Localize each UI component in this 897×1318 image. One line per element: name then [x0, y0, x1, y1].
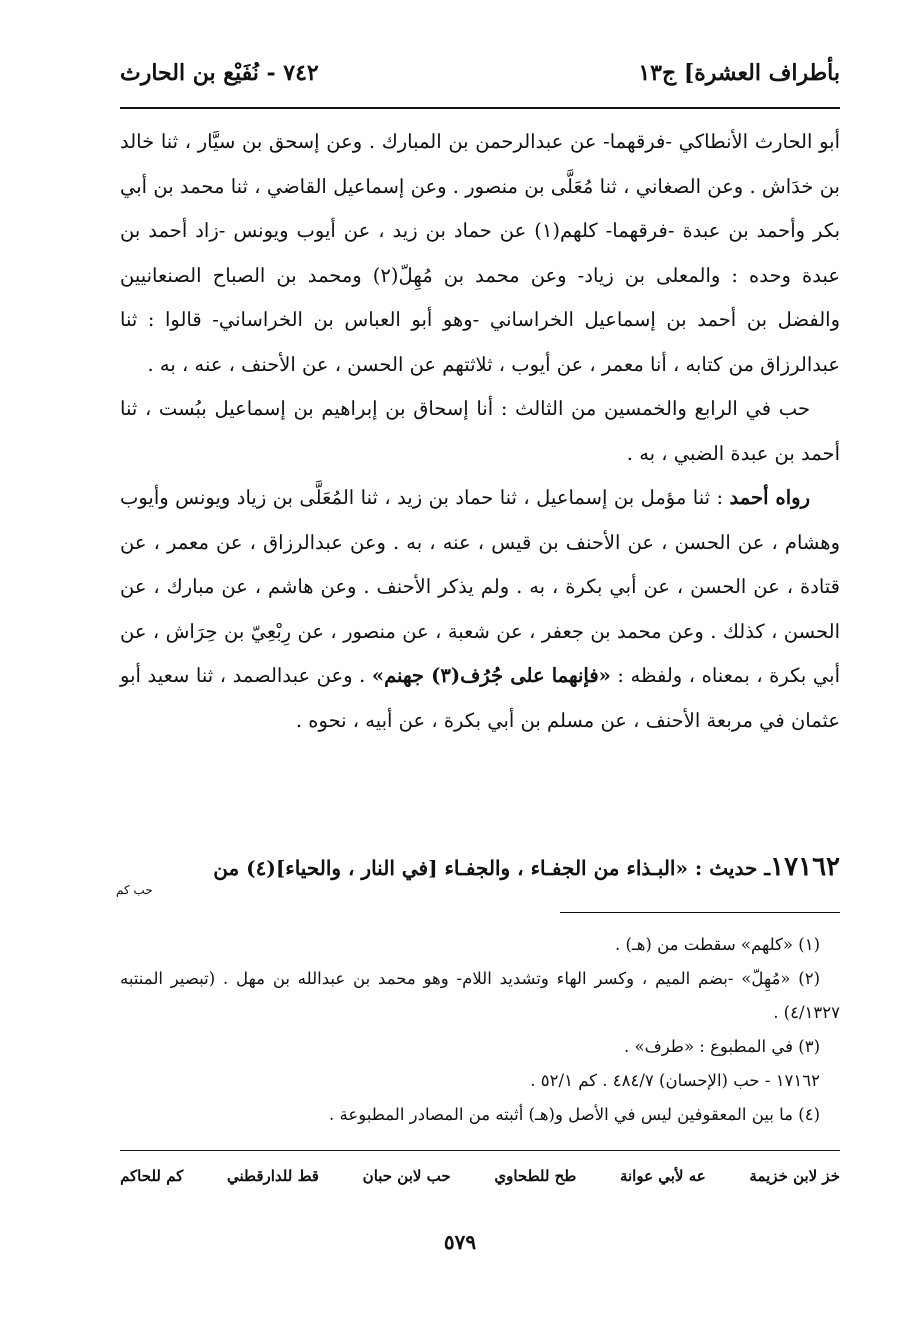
running-header: [120, 52, 840, 102]
source-marker: حب كم: [116, 883, 153, 897]
paragraph-3-lead: رواه أحمد: [729, 486, 810, 509]
header-volume-title: بأطراف العشرة] ج١٣: [638, 60, 840, 86]
page-number: ٥٧٩: [443, 1230, 477, 1254]
abbreviation-key: [120, 1162, 840, 1190]
paragraph-2: حب في الرابع والخمسين من الثالث : أنا إسحاق بن إبراهيم بن إسماعيل ببُست ، ثنا أحمد بن عبدة الضبي ، به .: [120, 397, 840, 465]
hadith-number: ١٧١٦٢: [770, 852, 840, 882]
footnote-4: ١٧١٦٢ - حب (الإحسان) ٤٨٤/٧ . كم ٥٢/١ .: [530, 1071, 820, 1090]
footnote-2: (٢) «مُهِلّ» -بضم الميم ، وكسر الهاء وتشديد اللام- وهو محمد بن عبدالله بن مهل . (تبصير المنتبه ٤/١٣٢٧) .: [120, 969, 840, 1022]
footnote-1: (١) «كلهم» سقطت من (هـ) .: [614, 935, 820, 954]
paragraph-1: أبو الحارث الأنطاكي -فرقهما- عن عبدالرحمن بن المبارك . وعن إسحق بن سيَّار ، ثنا خالد بن خدَاش . وعن الصغاني ، ثنا مُعَلَّى بن منصور . وعن إسماعيل القاضي ، ثنا محمد بن أبي بكر وأحمد بن عبدة -فرقهما- كلهم(١) عن حماد بن زيد ، عن أيوب ويونس -زاد أحمد بن عبدة وحده : والمعلى بن زياد- وعن محمد بن مُهِلّ(٢) ومحمد بن الصباح الصنعانيين والفضل بن أحمد بن إسماعيل الخراساني -وهو أبو العباس بن الخراساني- قالوا : ثنا عبدالرزاق من كتابه ، أنا معمر ، عن أيوب ، ثلاثتهم عن الحسن ، عن الأحنف ، عنه ، به .: [120, 130, 841, 376]
abbrev-item: طح للطحاوي: [494, 1167, 577, 1185]
hadith-entry: [120, 848, 840, 887]
abbrev-item: قط للدارقطني: [227, 1167, 319, 1185]
header-chapter-title: ٧٤٢ - نُفَيْع بن الحارث: [120, 60, 319, 86]
hadith-entry-text: ـ حديث : «البـذاء من الجفـاء ، والجفـاء [في النار ، والحياء](٤) من: [213, 856, 771, 880]
main-text: [120, 120, 840, 743]
paragraph-3-part-a: : ثنا مؤمل بن إسماعيل ، ثنا حماد بن زيد ، ثنا المُعَلَّى بن زياد ويونس وأيوب وهشام ، عن الحسن ، عن الأحنف بن قيس ، عنه ، به . وعن عبدالرزاق ، عن معمر ، عن قتادة ، عن الحسن ، عن أبي بكرة ، به . ولم يذكر الأحنف . وعن هاشم ، عن مبارك ، عن الحسن ، كذلك . وعن محمد بن جعفر ، عن شعبة ، عن منصور ، عن رِبْعِيّ بن حِرَاش ، عن أبي بكرة ، بمعناه ، ولفظه :: [120, 486, 840, 687]
abbreviation-divider: [120, 1150, 840, 1151]
abbrev-item: حب لابن حبان: [362, 1167, 451, 1185]
header-divider: [120, 107, 840, 109]
paragraph-3-part-b: . وعن عبدالصمد ، ثنا سعيد أبو عثمان في مربعة الأحنف ، عن مسلم بن أبي بكرة ، عن أبيه ، نحوه .: [120, 664, 840, 732]
footnote-5: (٤) ما بين المعقوفين ليس في الأصل و(هـ) أثبته من المصادر المطبوعة .: [329, 1105, 820, 1124]
abbrev-item: خز لابن خزيمة: [749, 1167, 840, 1185]
abbrev-item: كم للحاكم: [120, 1167, 184, 1185]
paragraph-3: [120, 476, 840, 743]
footnotes: [120, 928, 840, 1132]
paragraph-3-quote: «فإنهما على جُرُف(٣) جهنم»: [371, 664, 611, 687]
abbrev-item: عه لأبي عوانة: [619, 1167, 706, 1185]
footnote-divider: [560, 912, 840, 913]
footnote-3: (٣) في المطبوع : «طرف» .: [624, 1037, 820, 1056]
